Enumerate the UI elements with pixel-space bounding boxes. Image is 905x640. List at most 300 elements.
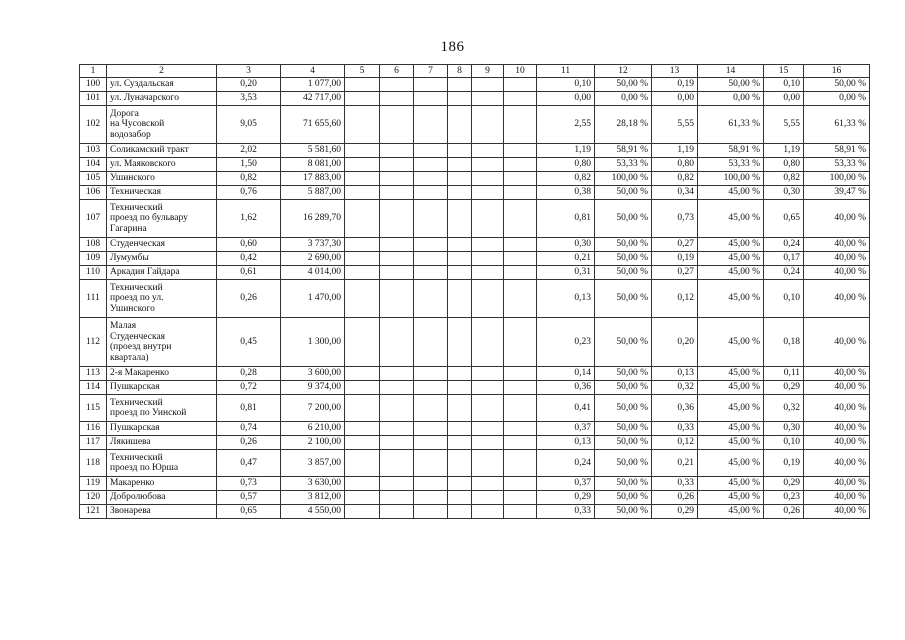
street-name-cell (107, 395, 217, 422)
value-cell: 0,41 (537, 395, 595, 422)
percent-cell: 0,00 % (698, 92, 764, 106)
percent-cell: 50,00 % (595, 367, 652, 381)
empty-cell (472, 172, 504, 186)
percent-cell: 53,33 % (804, 158, 870, 172)
row-number-cell: 121 (80, 505, 107, 519)
length-cell: 0,26 (217, 436, 281, 450)
table-row (80, 144, 870, 158)
empty-cell (472, 92, 504, 106)
street-name-line: Ушинского (110, 303, 155, 314)
length-cell: 0,60 (217, 238, 281, 252)
empty-cell (472, 238, 504, 252)
road-data-table (79, 64, 870, 519)
length-cell: 0,20 (217, 78, 281, 92)
row-number-cell: 103 (80, 144, 107, 158)
empty-cell (472, 450, 504, 477)
street-name-line: проезд по Юрша (110, 463, 179, 473)
empty-cell (504, 106, 537, 144)
percent-cell: 45,00 % (698, 252, 764, 266)
percent-cell: 100,00 % (804, 172, 870, 186)
percent-cell: 50,00 % (595, 422, 652, 436)
area-cell: 2 690,00 (281, 252, 345, 266)
percent-cell: 50,00 % (595, 395, 652, 422)
empty-cell (472, 436, 504, 450)
empty-cell (380, 367, 414, 381)
percent-cell: 100,00 % (595, 172, 652, 186)
row-number-cell: 110 (80, 266, 107, 280)
area-cell: 17 883,00 (281, 172, 345, 186)
empty-cell (345, 144, 380, 158)
column-header: 2 (107, 65, 217, 78)
street-name-cell (107, 450, 217, 477)
empty-cell (345, 422, 380, 436)
street-name-cell (107, 158, 217, 172)
area-cell: 1 470,00 (281, 280, 345, 318)
percent-cell: 50,00 % (595, 450, 652, 477)
empty-cell (448, 436, 472, 450)
value-cell: 0,81 (537, 200, 595, 238)
street-name-line: Пушкарская (110, 382, 160, 393)
column-header: 16 (804, 65, 870, 78)
empty-cell (414, 144, 448, 158)
empty-cell (345, 436, 380, 450)
empty-cell (414, 172, 448, 186)
percent-cell: 50,00 % (595, 238, 652, 252)
value-cell: 0,36 (652, 395, 698, 422)
empty-cell (504, 395, 537, 422)
empty-cell (472, 422, 504, 436)
empty-cell (380, 395, 414, 422)
column-header: 5 (345, 65, 380, 78)
length-cell: 0,73 (217, 477, 281, 491)
empty-cell (472, 186, 504, 200)
percent-cell: 39,47 % (804, 186, 870, 200)
table-row (80, 78, 870, 92)
street-name-line: ул. Суздальская (110, 79, 174, 90)
value-cell: 0,10 (764, 78, 804, 92)
street-name-line: проезд по ул. (110, 293, 164, 304)
percent-cell: 61,33 % (804, 106, 870, 144)
empty-cell (448, 92, 472, 106)
empty-cell (504, 186, 537, 200)
row-number-cell: 102 (80, 106, 107, 144)
length-cell: 0,74 (217, 422, 281, 436)
empty-cell (504, 92, 537, 106)
length-cell: 1,50 (217, 158, 281, 172)
empty-cell (472, 491, 504, 505)
value-cell: 0,33 (537, 505, 595, 519)
percent-cell: 40,00 % (804, 367, 870, 381)
table-row (80, 422, 870, 436)
empty-cell (414, 158, 448, 172)
value-cell: 0,24 (764, 238, 804, 252)
empty-cell (414, 200, 448, 238)
street-name-line: Технический (110, 202, 163, 213)
empty-cell (504, 318, 537, 367)
value-cell: 0,10 (537, 78, 595, 92)
empty-cell (380, 436, 414, 450)
street-name-line: Студенческая (110, 331, 166, 342)
value-cell: 0,37 (537, 477, 595, 491)
percent-cell: 40,00 % (804, 200, 870, 238)
percent-cell: 40,00 % (804, 395, 870, 422)
percent-cell: 45,00 % (698, 238, 764, 252)
value-cell: 0,24 (764, 266, 804, 280)
table-row (80, 280, 870, 318)
value-cell: 0,80 (537, 158, 595, 172)
empty-cell (504, 422, 537, 436)
table-row (80, 238, 870, 252)
value-cell: 0,10 (764, 280, 804, 318)
street-name-line: проезд по Уинской (110, 408, 187, 418)
percent-cell: 40,00 % (804, 381, 870, 395)
value-cell: 0,34 (652, 186, 698, 200)
empty-cell (380, 78, 414, 92)
percent-cell: 45,00 % (698, 477, 764, 491)
column-header: 3 (217, 65, 281, 78)
empty-cell (448, 422, 472, 436)
street-name-line: Студенческая (110, 239, 166, 250)
street-name-line: Гагарина (110, 223, 147, 234)
value-cell: 0,21 (537, 252, 595, 266)
empty-cell (414, 186, 448, 200)
column-header: 6 (380, 65, 414, 78)
percent-cell: 0,00 % (595, 92, 652, 106)
value-cell: 0,27 (652, 238, 698, 252)
empty-cell (414, 238, 448, 252)
percent-cell: 50,00 % (595, 78, 652, 92)
value-cell: 0,19 (652, 252, 698, 266)
empty-cell (414, 318, 448, 367)
percent-cell: 45,00 % (698, 200, 764, 238)
value-cell: 0,32 (764, 395, 804, 422)
value-cell: 0,19 (652, 78, 698, 92)
value-cell: 0,18 (764, 318, 804, 367)
column-header: 14 (698, 65, 764, 78)
street-name-cell (107, 172, 217, 186)
empty-cell (472, 78, 504, 92)
empty-cell (345, 318, 380, 367)
value-cell: 0,30 (537, 238, 595, 252)
percent-cell: 45,00 % (698, 381, 764, 395)
empty-cell (345, 477, 380, 491)
empty-cell (448, 318, 472, 367)
empty-cell (414, 78, 448, 92)
value-cell: 0,37 (537, 422, 595, 436)
empty-cell (414, 436, 448, 450)
percent-cell: 50,00 % (595, 318, 652, 367)
empty-cell (345, 280, 380, 318)
empty-cell (380, 422, 414, 436)
street-name-cell (107, 200, 217, 238)
street-name-line: Ушинского (110, 173, 155, 184)
value-cell: 1,19 (537, 144, 595, 158)
street-name-cell (107, 367, 217, 381)
street-name-line: Технический (110, 397, 163, 408)
percent-cell: 40,00 % (804, 505, 870, 519)
empty-cell (472, 318, 504, 367)
street-name-line: Макаренко (110, 478, 155, 489)
row-number-cell: 105 (80, 172, 107, 186)
empty-cell (504, 238, 537, 252)
empty-cell (414, 367, 448, 381)
empty-cell (414, 395, 448, 422)
percent-cell: 40,00 % (804, 266, 870, 280)
empty-cell (380, 92, 414, 106)
empty-cell (345, 505, 380, 519)
empty-cell (472, 280, 504, 318)
empty-cell (448, 144, 472, 158)
empty-cell (448, 280, 472, 318)
percent-cell: 40,00 % (804, 280, 870, 318)
length-cell: 0,57 (217, 491, 281, 505)
empty-cell (448, 238, 472, 252)
empty-cell (345, 367, 380, 381)
percent-cell: 40,00 % (804, 491, 870, 505)
empty-cell (380, 266, 414, 280)
empty-cell (414, 505, 448, 519)
row-number-cell: 116 (80, 422, 107, 436)
empty-cell (472, 266, 504, 280)
row-number-cell: 120 (80, 491, 107, 505)
empty-cell (380, 505, 414, 519)
row-number-cell: 101 (80, 92, 107, 106)
row-number-cell: 111 (80, 280, 107, 318)
area-cell: 8 081,00 (281, 158, 345, 172)
empty-cell (472, 144, 504, 158)
empty-cell (448, 395, 472, 422)
row-number-cell: 118 (80, 450, 107, 477)
street-name-line: Технический (110, 452, 163, 463)
empty-cell (448, 172, 472, 186)
value-cell: 0,24 (537, 450, 595, 477)
empty-cell (504, 200, 537, 238)
area-cell: 6 210,00 (281, 422, 345, 436)
empty-cell (414, 491, 448, 505)
length-cell: 2,02 (217, 144, 281, 158)
value-cell: 0,10 (764, 436, 804, 450)
row-number-cell: 104 (80, 158, 107, 172)
empty-cell (345, 172, 380, 186)
value-cell: 0,00 (764, 92, 804, 106)
street-name-line: Лумумбы (110, 253, 149, 264)
area-cell: 2 100,00 (281, 436, 345, 450)
percent-cell: 45,00 % (698, 422, 764, 436)
empty-cell (345, 381, 380, 395)
empty-cell (448, 266, 472, 280)
empty-cell (448, 106, 472, 144)
value-cell: 0,13 (652, 367, 698, 381)
length-cell: 0,45 (217, 318, 281, 367)
empty-cell (345, 491, 380, 505)
percent-cell: 50,00 % (595, 477, 652, 491)
street-name-line: Малая (110, 321, 137, 331)
empty-cell (380, 477, 414, 491)
value-cell: 0,12 (652, 436, 698, 450)
empty-cell (414, 280, 448, 318)
value-cell: 0,17 (764, 252, 804, 266)
percent-cell: 58,91 % (698, 144, 764, 158)
empty-cell (380, 280, 414, 318)
empty-cell (472, 477, 504, 491)
street-name-cell (107, 144, 217, 158)
street-name-cell (107, 238, 217, 252)
empty-cell (414, 92, 448, 106)
table-row (80, 252, 870, 266)
value-cell: 2,55 (537, 106, 595, 144)
percent-cell: 50,00 % (595, 186, 652, 200)
street-name-line: квартала) (110, 352, 149, 363)
empty-cell (345, 186, 380, 200)
table-row (80, 491, 870, 505)
row-number-cell: 109 (80, 252, 107, 266)
street-name-cell (107, 252, 217, 266)
street-name-cell (107, 381, 217, 395)
table-row (80, 477, 870, 491)
empty-cell (448, 200, 472, 238)
value-cell: 0,30 (764, 186, 804, 200)
street-name-cell (107, 505, 217, 519)
value-cell: 0,29 (764, 477, 804, 491)
empty-cell (504, 252, 537, 266)
street-name-cell (107, 92, 217, 106)
percent-cell: 40,00 % (804, 477, 870, 491)
street-name-line: Лякишева (110, 437, 151, 448)
value-cell: 5,55 (652, 106, 698, 144)
length-cell: 0,47 (217, 450, 281, 477)
percent-cell: 45,00 % (698, 186, 764, 200)
empty-cell (345, 395, 380, 422)
street-name-cell (107, 266, 217, 280)
empty-cell (414, 106, 448, 144)
percent-cell: 53,33 % (698, 158, 764, 172)
length-cell: 0,81 (217, 395, 281, 422)
value-cell: 0,14 (537, 367, 595, 381)
empty-cell (380, 238, 414, 252)
length-cell: 1,62 (217, 200, 281, 238)
street-name-line: проезд по бульвару (110, 213, 188, 224)
table-row (80, 505, 870, 519)
value-cell: 0,26 (652, 491, 698, 505)
street-name-line: Аркадия Гайдара (110, 267, 180, 278)
row-number-cell: 108 (80, 238, 107, 252)
value-cell: 0,29 (652, 505, 698, 519)
percent-cell: 50,00 % (595, 381, 652, 395)
area-cell: 9 374,00 (281, 381, 345, 395)
value-cell: 0,23 (764, 491, 804, 505)
percent-cell: 40,00 % (804, 238, 870, 252)
empty-cell (345, 238, 380, 252)
row-number-cell: 100 (80, 78, 107, 92)
row-number-cell: 107 (80, 200, 107, 238)
percent-cell: 45,00 % (698, 367, 764, 381)
value-cell: 0,82 (764, 172, 804, 186)
empty-cell (414, 422, 448, 436)
length-cell: 0,28 (217, 367, 281, 381)
area-cell: 1 077,00 (281, 78, 345, 92)
length-cell: 0,76 (217, 186, 281, 200)
area-cell: 5 581,60 (281, 144, 345, 158)
row-number-cell: 115 (80, 395, 107, 422)
percent-cell: 53,33 % (595, 158, 652, 172)
percent-cell: 50,00 % (595, 200, 652, 238)
column-header: 13 (652, 65, 698, 78)
row-number-cell: 113 (80, 367, 107, 381)
percent-cell: 0,00 % (804, 92, 870, 106)
empty-cell (345, 252, 380, 266)
value-cell: 5,55 (764, 106, 804, 144)
column-header: 12 (595, 65, 652, 78)
table-row (80, 172, 870, 186)
street-name-line: на Чусовской (110, 119, 165, 130)
row-number-cell: 106 (80, 186, 107, 200)
area-cell: 3 630,00 (281, 477, 345, 491)
empty-cell (380, 172, 414, 186)
empty-cell (448, 381, 472, 395)
area-cell: 71 655,60 (281, 106, 345, 144)
empty-cell (448, 78, 472, 92)
street-name-cell (107, 318, 217, 367)
empty-cell (504, 172, 537, 186)
street-name-line: водозабор (110, 129, 151, 140)
percent-cell: 58,91 % (595, 144, 652, 158)
empty-cell (414, 450, 448, 477)
column-header: 1 (80, 65, 107, 78)
empty-cell (504, 450, 537, 477)
empty-cell (472, 158, 504, 172)
percent-cell: 50,00 % (595, 436, 652, 450)
percent-cell: 61,33 % (698, 106, 764, 144)
street-name-line: (проезд внутри (110, 342, 172, 352)
value-cell: 0,29 (764, 381, 804, 395)
area-cell: 3 600,00 (281, 367, 345, 381)
value-cell: 0,65 (764, 200, 804, 238)
empty-cell (504, 505, 537, 519)
empty-cell (504, 436, 537, 450)
percent-cell: 50,00 % (804, 78, 870, 92)
empty-cell (380, 186, 414, 200)
value-cell: 0,13 (537, 436, 595, 450)
table-body (80, 65, 870, 519)
empty-cell (380, 144, 414, 158)
value-cell: 0,36 (537, 381, 595, 395)
value-cell: 0,23 (537, 318, 595, 367)
length-cell: 0,82 (217, 172, 281, 186)
table-row (80, 200, 870, 238)
value-cell: 0,26 (764, 505, 804, 519)
empty-cell (504, 266, 537, 280)
street-name-line: Звонарева (110, 506, 151, 517)
value-cell: 0,33 (652, 422, 698, 436)
street-name-line: Технический (110, 282, 163, 293)
empty-cell (472, 381, 504, 395)
empty-cell (448, 367, 472, 381)
length-cell: 0,61 (217, 266, 281, 280)
empty-cell (414, 381, 448, 395)
empty-cell (414, 266, 448, 280)
area-cell: 3 812,00 (281, 491, 345, 505)
value-cell: 0,30 (764, 422, 804, 436)
percent-cell: 45,00 % (698, 450, 764, 477)
value-cell: 0,32 (652, 381, 698, 395)
empty-cell (380, 318, 414, 367)
table-row (80, 381, 870, 395)
table-row (80, 318, 870, 367)
empty-cell (472, 200, 504, 238)
value-cell: 0,00 (537, 92, 595, 106)
empty-cell (472, 505, 504, 519)
column-header: 11 (537, 65, 595, 78)
